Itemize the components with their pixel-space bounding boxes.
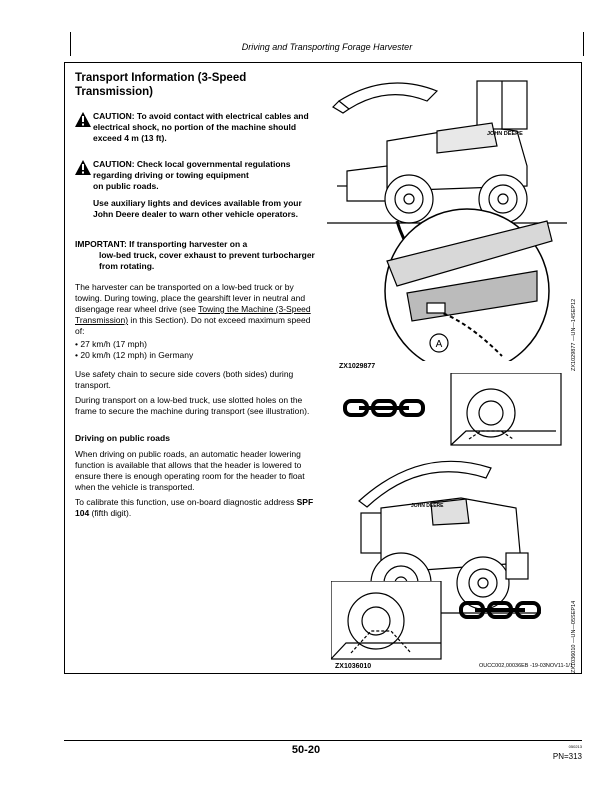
paragraph-calibrate bbox=[75, 497, 319, 519]
header-title: Driving and Transporting Forage Harvester bbox=[241, 42, 413, 52]
harvester-logo: JOHN DEERE bbox=[411, 503, 444, 509]
callout-a: A bbox=[435, 339, 443, 350]
towing-text: The harvester can be transported on a low-bed truck or by towing. During towing, place the gearshift lever in neutral and disengage rear wheel drive (see bbox=[75, 282, 306, 314]
footer-small-code: 050213 bbox=[568, 744, 582, 749]
footer-divider bbox=[64, 740, 582, 741]
important-note bbox=[75, 239, 319, 272]
content-panel bbox=[64, 62, 582, 674]
caution-2-text-cont: on public roads. bbox=[93, 181, 159, 191]
sub-heading: Driving on public roads bbox=[75, 433, 170, 443]
caution-regulations bbox=[75, 159, 315, 220]
paragraph-low-bed: During transport on a low-bed truck, use slotted holes on the frame to secure the machine during transport (see illustration). bbox=[75, 395, 310, 416]
speed-list bbox=[75, 339, 319, 361]
warning-icon bbox=[75, 112, 91, 127]
wheel-chain-detail-illustration bbox=[331, 581, 571, 661]
warning-icon bbox=[75, 160, 91, 175]
caution-electrical bbox=[75, 111, 315, 144]
diagnostic-address: SPF 104 bbox=[75, 497, 314, 518]
list-item: • 27 km/h (17 mph) bbox=[75, 339, 319, 350]
paragraph-safety-chain: Use safety chain to secure side covers (both sides) during transport. bbox=[75, 369, 294, 390]
caution-1-text: CAUTION: To avoid contact with electrical cables and electrical shock, no portion of the machine should exceed 4 m (13 ft). bbox=[93, 111, 309, 143]
figure-2-label: ZX1036010 bbox=[335, 663, 372, 670]
pn-number: PN=313 bbox=[552, 752, 582, 761]
section-title: Transport Information (3-Speed Transmission) bbox=[75, 72, 247, 98]
caution-2-text: CAUTION: Check local governmental regulations regarding driving or towing equipment bbox=[93, 159, 291, 180]
figure-2-side-code: ZX1036010 —UN—05SEP14 bbox=[571, 600, 577, 673]
important-text: low-bed truck, cover exhaust to prevent turbocharger from rotating. bbox=[99, 250, 315, 271]
paragraph-header-lowering: When driving on public roads, an automatic header lowering function is available that allows that the header is lowered to ensure there is enough operating room for the header to float when the vehicle is transported. bbox=[75, 449, 305, 492]
caution-2-lights: Use auxiliary lights and devices available from your John Deere dealer to warn other vehicle operators. bbox=[93, 198, 302, 219]
list-item: • 20 km/h (12 mph) in Germany bbox=[75, 350, 319, 361]
page-number: 50-20 bbox=[291, 744, 321, 756]
figure-1-side-code: ZX1029877 —UN—14SEP12 bbox=[571, 298, 577, 371]
harvester-transport-illustration bbox=[327, 71, 575, 361]
page-header bbox=[70, 32, 584, 56]
reference-code: OUCC002,00036EB -19-03NOV11-1/1 bbox=[478, 663, 573, 669]
towing-link[interactable]: Towing the Machine (3-Speed Transmission) bbox=[75, 304, 311, 325]
towing-text-end: in this Section). Do not exceed maximum speed of: bbox=[75, 315, 311, 336]
figure-1-label: ZX1029877 bbox=[339, 363, 376, 370]
harvester-logo: JOHN DEERE bbox=[487, 131, 523, 137]
calibrate-text: To calibrate this function, use on-board diagnostic address bbox=[75, 497, 297, 507]
important-label: IMPORTANT: If transporting harvester on a bbox=[75, 239, 248, 249]
calibrate-text-end: (fifth digit). bbox=[89, 508, 132, 518]
paragraph-towing bbox=[75, 282, 319, 337]
